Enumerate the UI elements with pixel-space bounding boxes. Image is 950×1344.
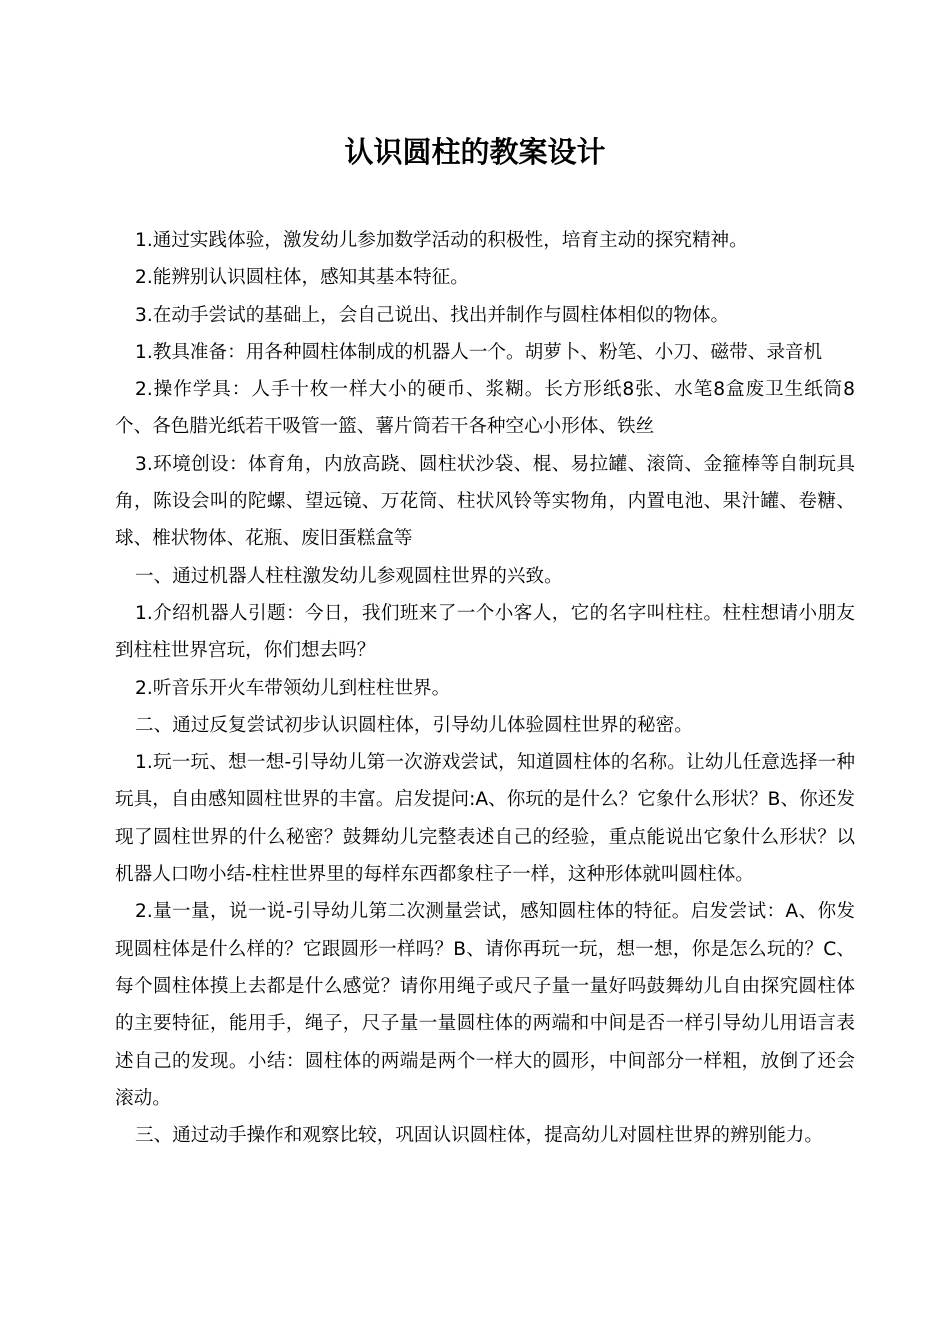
paragraph-section-2-item-2: 2.量一量，说一说-引导幼儿第二次测量尝试，感知圆柱体的特征。启发尝试：A、你发现圆柱体是什么样的？它跟圆形一样吗？B、请你再玩一玩，想一想，你是怎么玩的？C、每个圆柱体摸上去都是什么感觉？请你用绳子或尺子量一量好吗鼓舞幼儿自由探究圆柱体的主要特征，能用手，绳子，尺子量一量圆柱体的两端和中间是否一样引导幼儿用语言表述自己的发现。小结：圆柱体的两端是两个一样大的圆形，中间部分一样粗，放倒了还会滚动。 <box>115 901 855 1109</box>
paragraph-section-1: 一、通过机器人柱柱激发幼儿参观圆柱世界的兴致。 <box>135 565 563 587</box>
paragraph-prep-2: 2.操作学具：人手十枚一样大小的硬币、浆糊。长方形纸8张、水笔8盒废卫生纸筒8个、各色腊光纸若干吸管一篮、薯片筒若干各种空心小形体、铁丝 <box>115 379 855 438</box>
document-body <box>115 222 855 1154</box>
paragraph-prep-1: 1.教具准备：用各种圆柱体制成的机器人一个。胡萝卜、粉笔、小刀、磁带、录音机 <box>135 341 823 363</box>
paragraph-section-1-item-2: 2.听音乐开火车带领幼儿到柱柱世界。 <box>135 677 451 699</box>
paragraph-prep-3: 3.环境创设：体育角，内放高跷、圆柱状沙袋、棍、易拉罐、滚筒、金箍棒等自制玩具角，陈设会叫的陀螺、望远镜、万花筒、柱状风铃等实物角，内置电池、果汁罐、卷糖、球、椎状物体、花瓶、废旧蛋糕盒等 <box>115 453 855 550</box>
document-title: 认识圆柱的教案设计 <box>344 135 606 169</box>
paragraph-section-1-item-1: 1.介绍机器人引题：今日，我们班来了一个小客人，它的名字叫柱柱。柱柱想请小朋友到柱柱世界宫玩，你们想去吗？ <box>115 602 855 662</box>
paragraph-goal-2: 2.能辨别认识圆柱体，感知其基本特征。 <box>135 267 469 289</box>
paragraph-goal-3: 3.在动手尝试的基础上，会自己说出、找出并制作与圆柱体相似的物体。 <box>135 304 730 326</box>
paragraph-goal-1: 1.通过实践体验，激发幼儿参加数学活动的积极性，培育主动的探究精神。 <box>135 230 748 251</box>
paragraph-section-3: 三、通过动手操作和观察比较，巩固认识圆柱体，提高幼儿对圆柱世界的辨别能力。 <box>135 1125 823 1147</box>
paragraph-section-2-item-1: 1.玩一玩、想一想-引导幼儿第一次游戏尝试，知道圆柱体的名称。让幼儿任意选择一种玩具，自由感知圆柱世界的丰富。启发提问:A、你玩的是什么？它象什么形状？B、你还发现了圆柱世界的什么秘密？鼓舞幼儿完整表述自己的经验，重点能说出它象什么形状？以机器人口吻小结-柱柱世界里的每样东西都象柱子一样，这种形体就叫圆柱体。 <box>115 752 855 886</box>
paragraph-section-2: 二、通过反复尝试初步认识圆柱体，引导幼儿体验圆柱世界的秘密。 <box>135 714 693 736</box>
